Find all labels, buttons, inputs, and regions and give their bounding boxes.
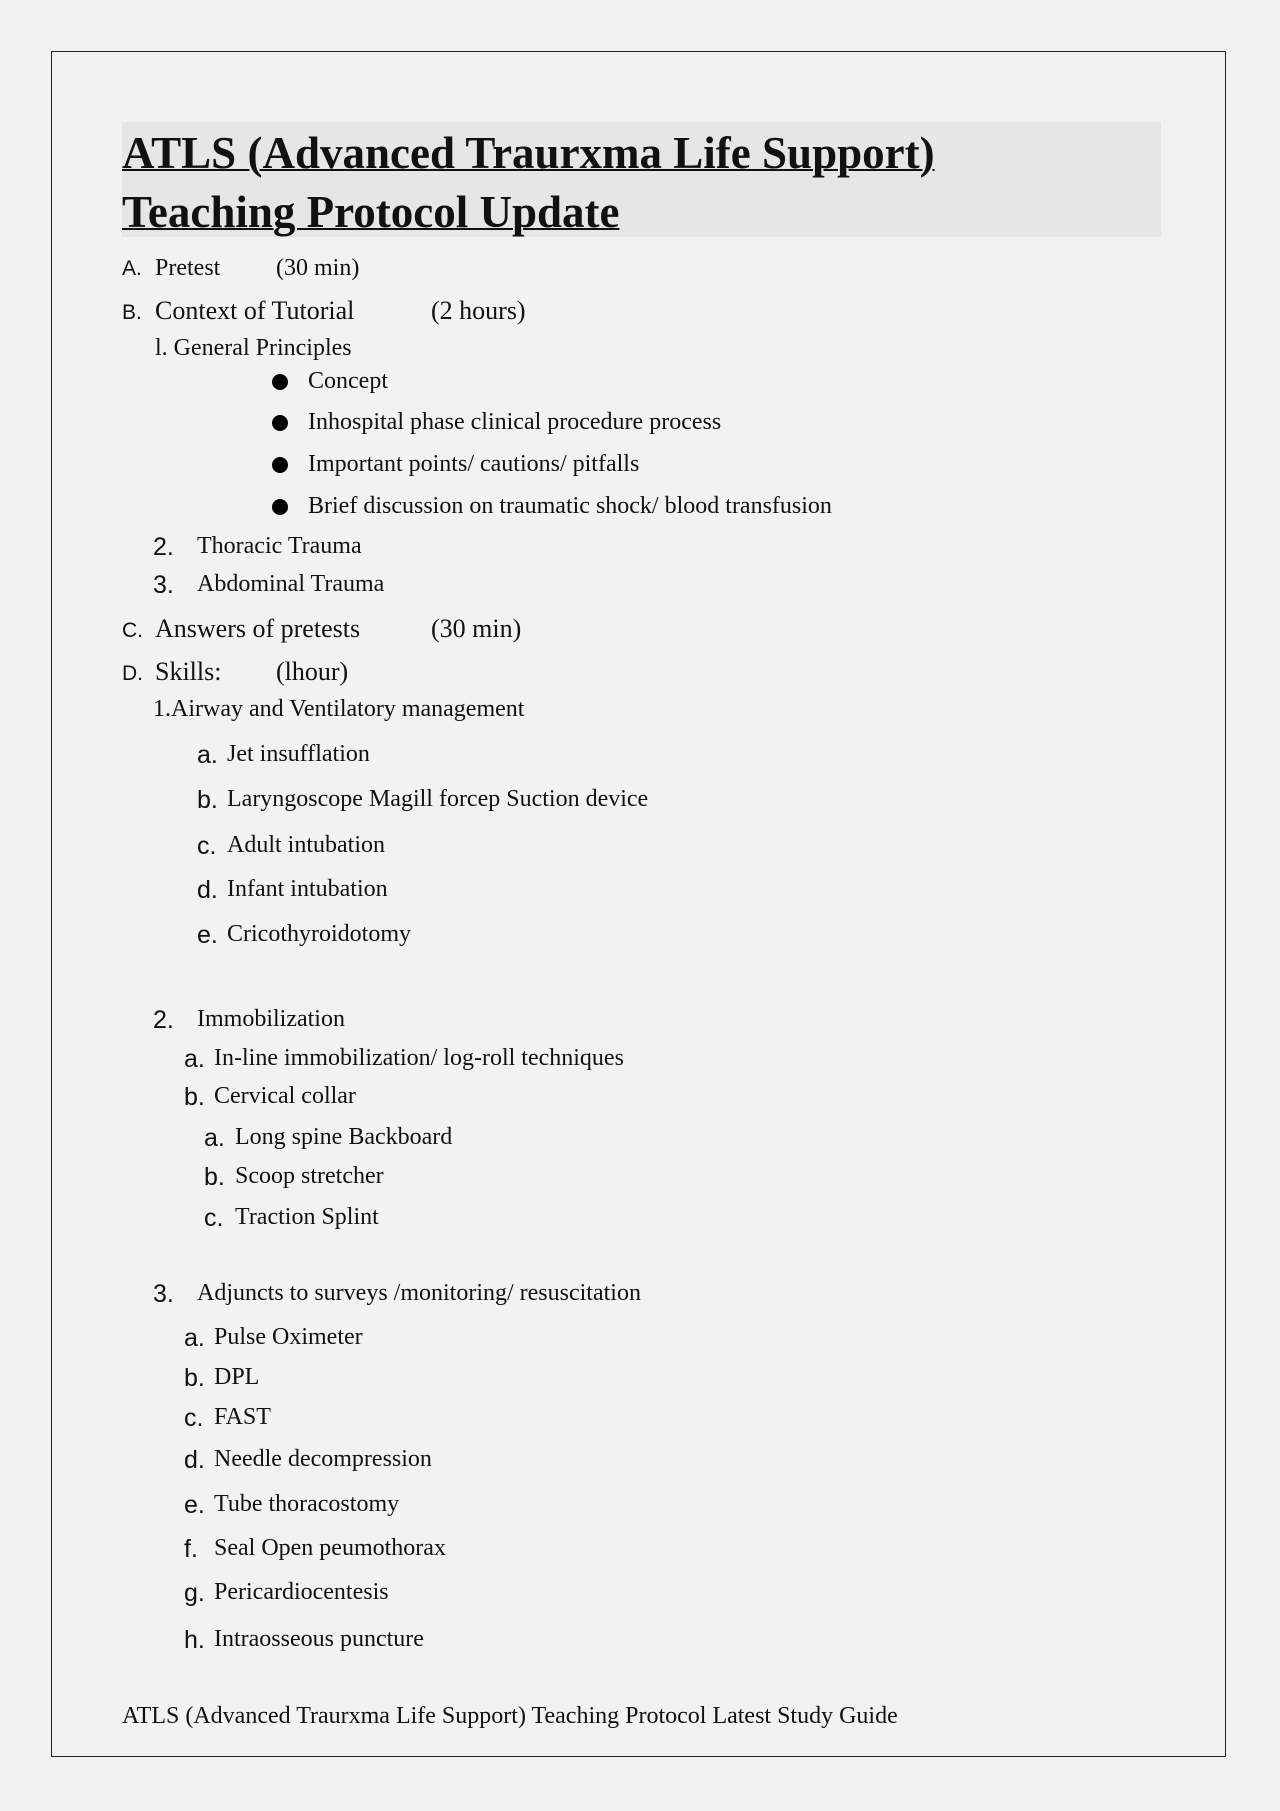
immobilization-item: Cervical collar [214, 1083, 356, 1109]
adjuncts-letter: h. [184, 1626, 205, 1654]
adjuncts-letter: c. [184, 1404, 204, 1432]
section-a-marker: A. [122, 257, 142, 280]
adjuncts-letter: a. [184, 1324, 205, 1352]
airway-heading: Airway and Ventilatory management [171, 696, 525, 722]
airway-letter: d. [197, 876, 218, 904]
immobilization-letter: b. [184, 1083, 205, 1111]
adjuncts-letter: d. [184, 1446, 205, 1474]
section-d-marker: D. [122, 662, 143, 685]
airway-item: Laryngoscope Magill forcep Suction device [227, 786, 649, 812]
tutorial-item-2-label: Thoracic Trauma [197, 533, 362, 559]
airway-num: 1. [153, 696, 171, 722]
adjuncts-item: FAST [214, 1404, 271, 1430]
airway-item: Infant intubation [227, 876, 388, 902]
title-line-2: Teaching Protocol Update [122, 187, 620, 237]
immobilization-num: 2. [153, 1006, 174, 1034]
adjuncts-item: Pulse Oximeter [214, 1324, 363, 1350]
adjuncts-letter: b. [184, 1364, 205, 1392]
immobilization-subletter: a. [204, 1124, 225, 1152]
adjuncts-item: Intraosseous puncture [214, 1626, 424, 1652]
section-c-marker: C. [122, 619, 143, 642]
immobilization-subitem: Traction Splint [235, 1204, 379, 1230]
adjuncts-num: 3. [153, 1280, 174, 1308]
adjuncts-item: Pericardiocentesis [214, 1579, 389, 1605]
immobilization-subletter: b. [204, 1163, 225, 1191]
adjuncts-item: DPL [214, 1364, 260, 1390]
immobilization-subletter: c. [204, 1204, 224, 1232]
bullet-icon [272, 415, 288, 431]
section-c-label: Answers of pretests [155, 614, 361, 643]
adjuncts-heading: Adjuncts to surveys /monitoring/ resuscitation [197, 1280, 641, 1306]
bullet-item-2: Inhospital phase clinical procedure process [308, 409, 722, 435]
tutorial-item-2-num: 2. [153, 533, 174, 561]
section-d-duration: (lhour) [276, 657, 349, 686]
immobilization-item: In-line immobilization/ log-roll techniques [214, 1045, 624, 1071]
airway-letter: e. [197, 921, 218, 949]
section-a-label: Pretest [155, 255, 221, 281]
adjuncts-item: Seal Open peumothorax [214, 1535, 446, 1561]
section-b-duration: (2 hours) [431, 296, 526, 325]
immobilization-subitem: Scoop stretcher [235, 1163, 384, 1189]
bullet-item-1: Concept [308, 368, 388, 394]
adjuncts-item: Needle decompression [214, 1446, 432, 1472]
bullet-icon [272, 374, 288, 390]
immobilization-subitem: Long spine Backboard [235, 1124, 453, 1150]
airway-letter: a. [197, 741, 218, 769]
section-a-duration: (30 min) [276, 255, 360, 281]
bullet-icon [272, 499, 288, 515]
bullet-item-4: Brief discussion on traumatic shock/ blood transfusion [308, 493, 832, 519]
document-title [122, 124, 935, 242]
bullet-icon [272, 457, 288, 473]
tutorial-item-3-num: 3. [153, 571, 174, 599]
tutorial-item-3-label: Abdominal Trauma [197, 571, 385, 597]
section-d-label: Skills: [155, 657, 222, 686]
page-footer: ATLS (Advanced Traurxma Life Support) Teaching Protocol Latest Study Guide [122, 1703, 898, 1729]
section-b-label: Context of Tutorial [155, 296, 355, 325]
airway-letter: b. [197, 786, 218, 814]
immobilization-letter: a. [184, 1045, 205, 1073]
airway-item: Jet insufflation [227, 741, 370, 767]
airway-item: Cricothyroidotomy [227, 921, 411, 947]
general-principles-heading: l. General Principles [155, 335, 352, 361]
adjuncts-letter: e. [184, 1491, 205, 1519]
airway-letter: c. [197, 832, 217, 860]
adjuncts-item: Tube thoracostomy [214, 1491, 400, 1517]
title-line-1: ATLS (Advanced Traurxma Life Support) [122, 128, 935, 178]
section-c-duration: (30 min) [431, 614, 522, 643]
immobilization-heading: Immobilization [197, 1006, 345, 1032]
adjuncts-letter: g. [184, 1579, 205, 1607]
bullet-item-3: Important points/ cautions/ pitfalls [308, 451, 640, 477]
adjuncts-letter: f. [184, 1535, 198, 1563]
section-b-marker: B. [122, 301, 142, 324]
airway-item: Adult intubation [227, 832, 385, 858]
